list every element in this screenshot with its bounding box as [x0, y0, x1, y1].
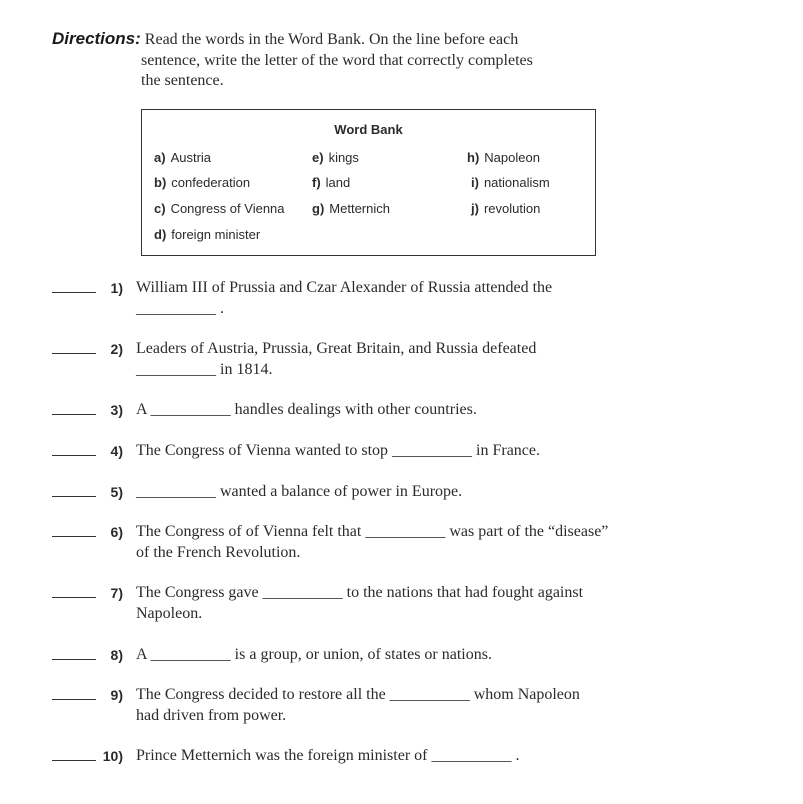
question-text: The Congress of of Vienna felt that __________ was part of the “disease” of the French Revolution.: [136, 523, 609, 561]
question-number: 7): [110, 585, 123, 601]
answer-blank[interactable]: [52, 353, 96, 354]
answer-blank[interactable]: [52, 496, 96, 497]
question-text: William III of Prussia and Czar Alexander of Russia attended the __________ .: [136, 279, 553, 317]
question-text: The Congress of Vienna wanted to stop __________ in France.: [136, 442, 541, 459]
word-bank-item: h) Napoleon: [467, 150, 540, 165]
question-number: 4): [110, 443, 123, 459]
directions: [52, 29, 572, 92]
directions-line-3: the sentence.: [141, 72, 224, 89]
question-number: 1): [110, 280, 123, 296]
word-bank-item: f) land: [312, 175, 351, 190]
question-text: Prince Metternich was the foreign minister of __________ .: [136, 747, 520, 764]
word-bank-item: i) nationalism: [471, 175, 550, 190]
word-bank-title: Word Bank: [334, 122, 403, 137]
question-number: 5): [110, 484, 123, 500]
question-number: 10): [102, 748, 123, 764]
question-text: The Congress gave __________ to the nations that had fought against Napoleon.: [136, 584, 584, 622]
question-number: 9): [110, 687, 123, 703]
directions-line-2: sentence, write the letter of the word that correctly completes: [141, 51, 533, 69]
word-bank: [141, 109, 596, 256]
directions-line-1: Read the words in the Word Bank. On the line before each: [144, 31, 519, 48]
word-bank-item: j) revolution: [471, 201, 541, 216]
question-text: Leaders of Austria, Prussia, Great Britain, and Russia defeated __________ in 1814.: [136, 340, 537, 378]
answer-blank[interactable]: [52, 699, 96, 700]
answer-blank[interactable]: [52, 455, 96, 456]
question-number: 8): [110, 647, 123, 663]
answer-blank[interactable]: [52, 414, 96, 415]
answer-blank[interactable]: [52, 597, 96, 598]
answer-blank[interactable]: [52, 536, 96, 537]
question-number: 3): [110, 402, 123, 418]
question-text: A __________ handles dealings with other countries.: [136, 401, 477, 418]
question-text: A __________ is a group, or union, of states or nations.: [136, 646, 492, 663]
question-text: The Congress decided to restore all the __________ whom Napoleon had driven from power.: [136, 686, 580, 724]
question-number: 6): [110, 524, 123, 540]
answer-blank[interactable]: [52, 659, 96, 660]
word-bank-item: b) confederation: [154, 175, 251, 190]
word-bank-item: d) foreign minister: [154, 227, 261, 242]
question-number: 2): [110, 341, 123, 357]
word-bank-item: e) kings: [312, 150, 359, 165]
answer-blank[interactable]: [52, 760, 96, 761]
word-bank-item: a) Austria: [154, 150, 212, 165]
answer-blank[interactable]: [52, 292, 96, 293]
word-bank-item: g) Metternich: [312, 201, 390, 216]
question-text: __________ wanted a balance of power in Europe.: [136, 483, 463, 500]
word-bank-item: c) Congress of Vienna: [154, 201, 285, 216]
directions-label: Directions:: [52, 29, 141, 48]
